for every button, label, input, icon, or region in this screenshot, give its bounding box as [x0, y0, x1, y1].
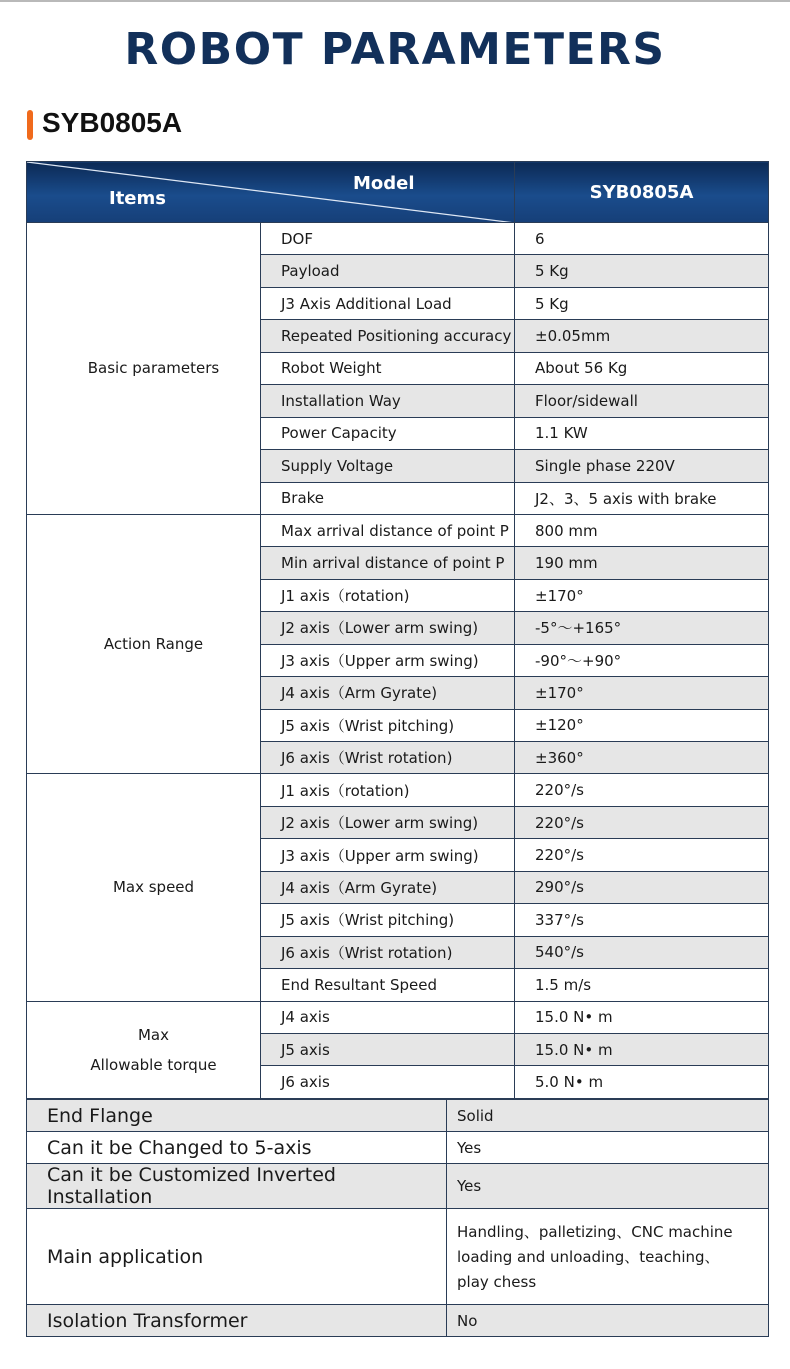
value-cell: -5°～+165° [515, 612, 769, 644]
extra-label-cell: Can it be Changed to 5-axis [27, 1132, 447, 1164]
application-line: play chess [457, 1273, 537, 1291]
header-diagonal-line [27, 162, 515, 223]
value-cell: 220°/s [515, 774, 769, 806]
param-cell: J5 axis（Wrist pitching) [261, 709, 515, 741]
value-cell: 800 mm [515, 514, 769, 546]
header-items-label: Items [109, 188, 166, 209]
param-cell: Power Capacity [261, 417, 515, 449]
application-line: loading and unloading、teaching、 [457, 1248, 720, 1266]
value-cell: 15.0 N• m [515, 1033, 769, 1065]
table-row [27, 774, 769, 806]
header-diagonal-cell [27, 162, 515, 223]
table-row [27, 1305, 769, 1337]
param-cell: J4 axis（Arm Gyrate) [261, 677, 515, 709]
extra-spec-table [26, 1099, 769, 1337]
extra-value-cell: Solid [447, 1100, 769, 1132]
param-cell: J6 axis [261, 1066, 515, 1098]
param-cell: J4 axis [261, 1001, 515, 1033]
value-cell: 15.0 N• m [515, 1001, 769, 1033]
param-cell: Brake [261, 482, 515, 514]
category-max-speed: Max speed [27, 774, 261, 1001]
category-action-range: Action Range [27, 514, 261, 774]
value-cell: 220°/s [515, 839, 769, 871]
extra-label-cell: Main application [27, 1209, 447, 1305]
category-basic-parameters: Basic parameters [27, 223, 261, 515]
model-heading: SYB0805A [42, 107, 183, 138]
header-model-value: SYB0805A [515, 162, 769, 223]
value-cell: About 56 Kg [515, 352, 769, 384]
param-cell: Payload [261, 255, 515, 287]
value-cell: J2、3、5 axis with brake [515, 482, 769, 514]
table-row [27, 1132, 769, 1164]
table-row [27, 1209, 769, 1305]
value-cell: 5 Kg [515, 287, 769, 319]
value-cell: 6 [515, 223, 769, 255]
param-cell: End Resultant Speed [261, 969, 515, 1001]
param-cell: J1 axis（rotation) [261, 579, 515, 611]
value-cell: ±360° [515, 742, 769, 774]
value-cell: 1.5 m/s [515, 969, 769, 1001]
param-cell: J2 axis（Lower arm swing) [261, 612, 515, 644]
header-model-label: Model [353, 173, 415, 194]
param-cell: J4 axis（Arm Gyrate) [261, 871, 515, 903]
param-cell: J2 axis（Lower arm swing) [261, 806, 515, 838]
param-cell: Max arrival distance of point P [261, 514, 515, 546]
category-line: Max [137, 1025, 169, 1044]
extra-label-cell: End Flange [27, 1100, 447, 1132]
table-header-row [27, 162, 769, 223]
value-cell: 540°/s [515, 936, 769, 968]
value-cell: ±0.05mm [515, 320, 769, 352]
top-divider [0, 0, 790, 2]
value-cell: ±170° [515, 579, 769, 611]
extra-value-cell: Yes [447, 1132, 769, 1164]
param-cell: J6 axis（Wrist rotation) [261, 742, 515, 774]
value-cell: 5.0 N• m [515, 1066, 769, 1098]
param-cell: J3 Axis Additional Load [261, 287, 515, 319]
value-cell: 1.1 KW [515, 417, 769, 449]
table-row [27, 1001, 769, 1033]
param-cell: Min arrival distance of point P [261, 547, 515, 579]
table-row [27, 223, 769, 255]
value-cell: 190 mm [515, 547, 769, 579]
value-cell: ±120° [515, 709, 769, 741]
param-cell: Installation Way [261, 385, 515, 417]
param-cell: J3 axis（Upper arm swing) [261, 644, 515, 676]
accent-bar [27, 110, 33, 140]
table-row [27, 514, 769, 546]
param-cell: J5 axis [261, 1033, 515, 1065]
param-cell: Supply Voltage [261, 450, 515, 482]
param-cell: Robot Weight [261, 352, 515, 384]
extra-value-cell: No [447, 1305, 769, 1337]
value-cell: 290°/s [515, 871, 769, 903]
spec-table [26, 161, 769, 1099]
table-row [27, 1164, 769, 1209]
extra-label-cell: Can it be Customized Inverted Installation [27, 1164, 447, 1209]
value-cell: -90°～+90° [515, 644, 769, 676]
param-cell: J6 axis（Wrist rotation) [261, 936, 515, 968]
value-cell: 337°/s [515, 904, 769, 936]
value-cell: ±170° [515, 677, 769, 709]
param-cell: J1 axis（rotation) [261, 774, 515, 806]
page-title: ROBOT PARAMETERS [124, 24, 666, 75]
value-cell: 5 Kg [515, 255, 769, 287]
param-cell: J5 axis（Wrist pitching) [261, 904, 515, 936]
category-max-allowable-torque [27, 1001, 261, 1098]
extra-value-cell: Yes [447, 1164, 769, 1209]
param-cell: DOF [261, 223, 515, 255]
table-row [27, 1100, 769, 1132]
param-cell: Repeated Positioning accuracy [261, 320, 515, 352]
application-line: Handling、palletizing、CNC machine [457, 1223, 733, 1241]
value-cell: Floor/sidewall [515, 385, 769, 417]
category-line: Allowable torque [90, 1055, 217, 1074]
param-cell: J3 axis（Upper arm swing) [261, 839, 515, 871]
value-cell: 220°/s [515, 806, 769, 838]
extra-label-cell: Isolation Transformer [27, 1305, 447, 1337]
value-cell: Single phase 220V [515, 450, 769, 482]
extra-value-cell [447, 1209, 769, 1305]
